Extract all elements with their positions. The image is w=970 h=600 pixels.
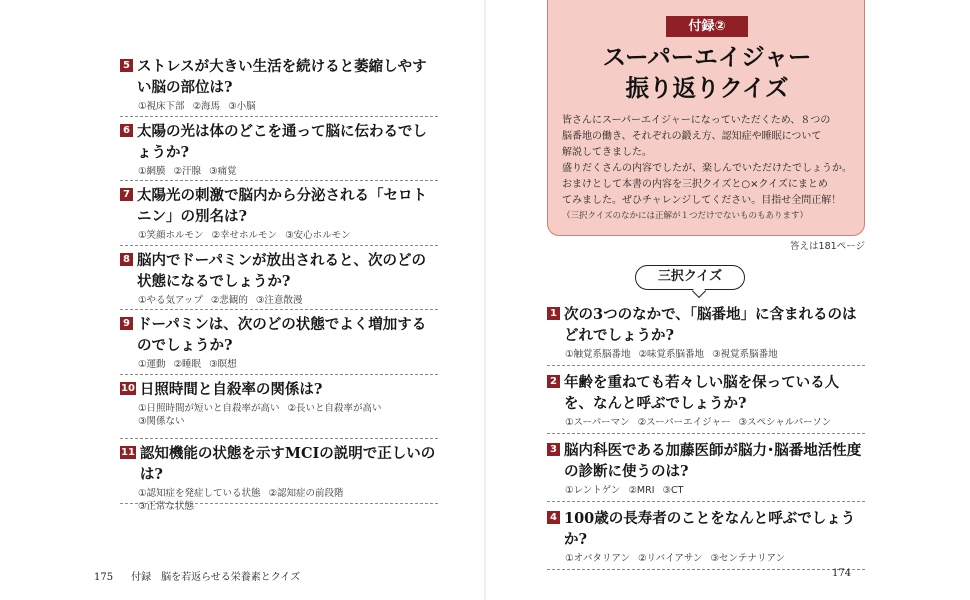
- question-number: 7: [120, 188, 133, 201]
- option: ①レントゲン: [565, 485, 621, 496]
- question-text: 年齢を重ねても若々しい脳を保っている人を、なんと呼ぶでしょうか?: [564, 374, 840, 412]
- question-number: 10: [121, 382, 135, 394]
- option: ②海馬: [192, 101, 221, 112]
- question-number: 8: [120, 253, 133, 266]
- appendix-tag: 付録②: [666, 16, 748, 37]
- question-item: [547, 434, 865, 502]
- question-number: 1: [547, 307, 560, 320]
- option: ①笑顔ホルモン: [138, 230, 204, 241]
- question-number: 3: [547, 443, 560, 456]
- answer-page-reference: 答えは181ページ: [790, 241, 865, 252]
- question-text: 太陽光の刺激で脳内から分泌される「セロトニン」の別名は?: [137, 187, 427, 225]
- question-number: 6: [120, 124, 133, 137]
- answer-options: [138, 402, 438, 428]
- option: ③視覚系脳番地: [712, 349, 778, 360]
- answer-options: [138, 358, 438, 371]
- question-item: [120, 375, 438, 440]
- question-item: [120, 181, 438, 246]
- question-text: 認知機能の状態を示すMCIの説明で正しいのは?: [139, 445, 436, 483]
- question-text: 太陽の光は体のどこを通って脳に伝わるでしょうか?: [137, 122, 427, 161]
- option: ③関係ない: [138, 415, 185, 427]
- option: ②幸せホルモン: [211, 230, 278, 241]
- question-item: [120, 52, 438, 117]
- title-line: 振り返りクイズ: [625, 74, 789, 102]
- question-number: 5: [120, 59, 133, 72]
- section-label-speech-bubble: 三択クイズ: [635, 265, 745, 290]
- question-number: 9: [120, 317, 133, 330]
- option: ①運動: [138, 359, 166, 370]
- intro-line: 脳番地の働き、それぞれの鍛え方、認知症や睡眠について: [562, 131, 822, 142]
- option: ②悲観的: [210, 294, 248, 306]
- question-text: ドーパミンは、次のどの状態でよく増加するのでしょうか?: [137, 316, 427, 354]
- option: ③小脳: [228, 101, 256, 112]
- intro-line: てみました。ぜひチャレンジしてください。目指せ全問正解！: [562, 195, 842, 206]
- answer-options: [138, 294, 438, 307]
- option: ②睡眠: [173, 359, 202, 370]
- answer-options: [565, 484, 865, 497]
- option: ③安心ホルモン: [285, 230, 351, 241]
- question-item: [120, 117, 438, 182]
- question-text: 脳内でドーパミンが放出されると、次のどの状態になるでしょうか?: [137, 251, 426, 290]
- answer-options: [565, 348, 865, 361]
- option: ①認知症を発症している状態: [138, 488, 261, 499]
- question-item: [120, 246, 438, 311]
- question-text: 日照時間と自殺率の関係は?: [139, 380, 323, 398]
- option: ③正常な状態: [138, 501, 195, 512]
- question-list: [547, 298, 865, 570]
- option: ③痛覚: [209, 165, 237, 177]
- question-number: 11: [121, 447, 135, 458]
- question-list: [120, 52, 438, 512]
- page-footer: [94, 568, 300, 583]
- intro-line: おまけとして本書の内容を三択クイズと○×クイズにまとめ: [562, 179, 828, 190]
- option: ②スーパーエイジャー: [637, 417, 731, 428]
- answer-options: [138, 100, 438, 113]
- question-text: ストレスが大きい生活を続けると萎縮しやすい脳の部位は?: [137, 58, 427, 96]
- quiz-title: [548, 42, 866, 104]
- option: ②MRI: [628, 485, 655, 496]
- intro-line: 盛りだくさんの内容でしたが、楽しんでいただけたでしょうか。: [562, 163, 852, 174]
- option: ②リバイアサン: [637, 553, 703, 564]
- question-text: 脳内科医である加藤医師が脳力･脳番地活性度の診断に使うのは?: [564, 442, 862, 480]
- answer-options: [138, 487, 438, 513]
- answer-options: [565, 416, 865, 429]
- option: ②長いと自殺率が高い: [287, 402, 382, 414]
- intro-line: 解説してきました。: [562, 147, 652, 158]
- option: ①オバタリアン: [565, 553, 630, 564]
- intro-line: 皆さんにスーパーエイジャーになっていただくため、８つの: [562, 115, 831, 126]
- option: ②味覚系脳番地: [638, 349, 705, 360]
- question-text: 次の3つのなかで、「脳番地」に含まれるのはどれでしょうか?: [564, 306, 857, 344]
- question-text: 100歳の長寿者のことをなんと呼ぶでしょうか?: [564, 510, 856, 548]
- option: ③CT: [662, 485, 684, 496]
- answer-options: [138, 165, 438, 178]
- question-item: [547, 298, 865, 366]
- page-number: 175: [94, 572, 114, 583]
- question-item: [547, 366, 865, 434]
- option: ②認知症の前段階: [268, 488, 344, 499]
- question-item: [120, 310, 438, 375]
- answer-options: [138, 229, 438, 242]
- option: ①視床下部: [138, 101, 185, 112]
- right-page: [485, 0, 970, 600]
- option: ①スーパーマン: [565, 417, 630, 428]
- page-number: 174: [832, 568, 852, 579]
- option: ①やる気アップ: [138, 294, 203, 306]
- answer-options: [565, 552, 865, 565]
- page-footer: [832, 568, 851, 579]
- intro-note: （三択クイズのなかには正解が１つだけでないものもあります）: [562, 211, 808, 221]
- option: ③瞑想: [209, 359, 237, 370]
- question-item: [120, 439, 438, 512]
- option: ③スペシャルパーソン: [738, 417, 832, 428]
- quiz-intro-box: [547, 0, 865, 236]
- option: ①網膜: [138, 165, 166, 177]
- title-line: スーパーエイジャー: [602, 43, 812, 71]
- option: ①触覚系脳番地: [565, 349, 631, 360]
- option: ③センテナリアン: [710, 553, 786, 564]
- question-number: 4: [547, 511, 560, 524]
- question-item: [547, 502, 865, 570]
- question-number: 2: [547, 375, 560, 388]
- option: ①日照時間が短いと自殺率が高い: [138, 402, 280, 414]
- intro-text: [562, 113, 858, 209]
- option: ③注意散漫: [255, 294, 303, 306]
- option: ②汗腺: [173, 165, 202, 177]
- running-head: 付録 脳を若返らせる栄養素とクイズ: [131, 572, 301, 583]
